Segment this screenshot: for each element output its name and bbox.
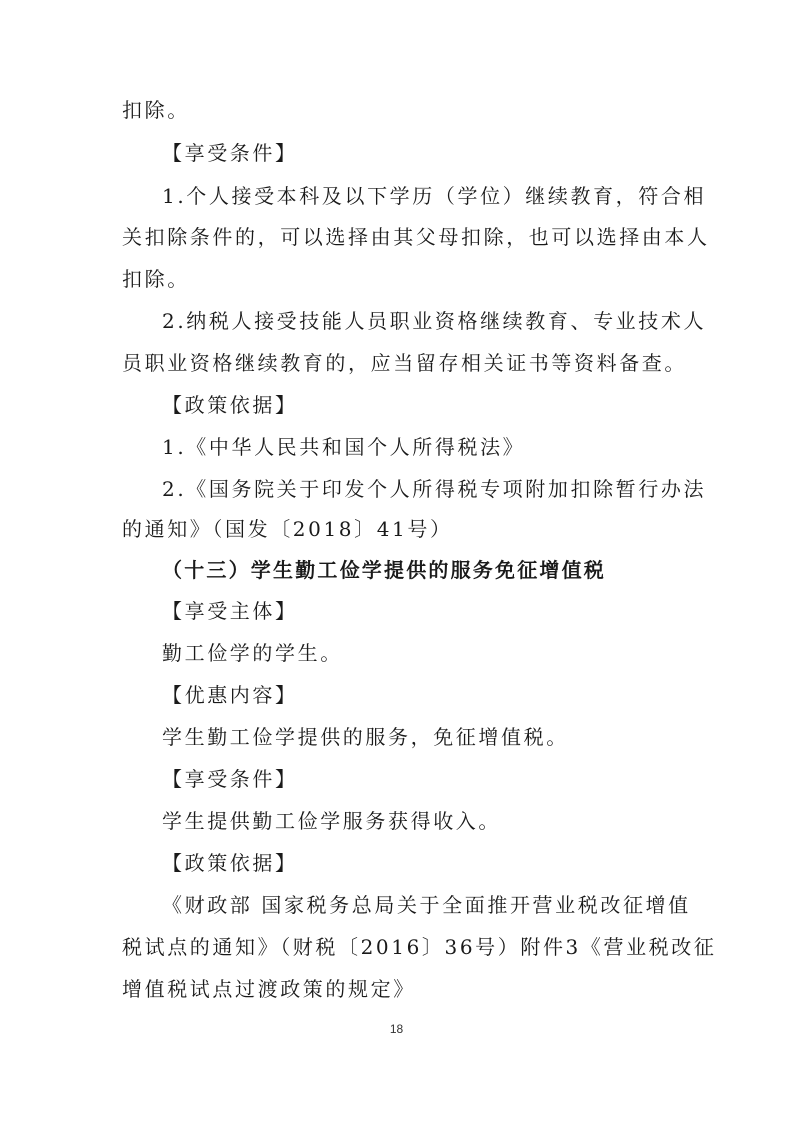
section-label: 【优惠内容】 bbox=[162, 683, 298, 707]
text-line: 2.《国务院关于印发个人所得税专项附加扣除暂行办法 bbox=[162, 477, 707, 501]
section-label: 【享受主体】 bbox=[162, 599, 298, 623]
text-line: 勤工俭学的学生。 bbox=[162, 641, 343, 665]
text-line: 《财政部 国家税务总局关于全面推开营业税改征增值 bbox=[162, 893, 691, 917]
section-label: 【享受条件】 bbox=[162, 141, 298, 165]
section-label: 【享受条件】 bbox=[162, 767, 298, 791]
text-line: 扣除。 bbox=[122, 267, 190, 291]
text-line: 学生勤工俭学提供的服务，免征增值税。 bbox=[162, 725, 569, 749]
section-heading: （十三）学生勤工俭学提供的服务免征增值税 bbox=[162, 558, 606, 582]
page-number: 18 bbox=[389, 1022, 404, 1036]
text-line: 的通知》（国发〔2018〕41号） bbox=[122, 517, 453, 541]
text-line: 员职业资格继续教育的，应当留存相关证书等资料备查。 bbox=[122, 351, 687, 375]
text-line: 税试点的通知》（财税〔2016〕36号）附件3《营业税改征 bbox=[122, 935, 717, 959]
text-line: 2.纳税人接受技能人员职业资格继续教育、专业技术人 bbox=[162, 309, 707, 333]
text-line: 学生提供勤工俭学服务获得收入。 bbox=[162, 809, 501, 833]
text-line: 关扣除条件的，可以选择由其父母扣除，也可以选择由本人 bbox=[122, 225, 710, 249]
text-line: 1.个人接受本科及以下学历（学位）继续教育，符合相 bbox=[162, 184, 707, 208]
section-label: 【政策依据】 bbox=[162, 393, 298, 417]
text-line: 增值税试点过渡政策的规定》 bbox=[122, 977, 416, 1001]
section-label: 【政策依据】 bbox=[162, 851, 298, 875]
text-line: 1.《中华人民共和国个人所得税法》 bbox=[162, 435, 526, 459]
text-line: 扣除。 bbox=[122, 98, 190, 122]
